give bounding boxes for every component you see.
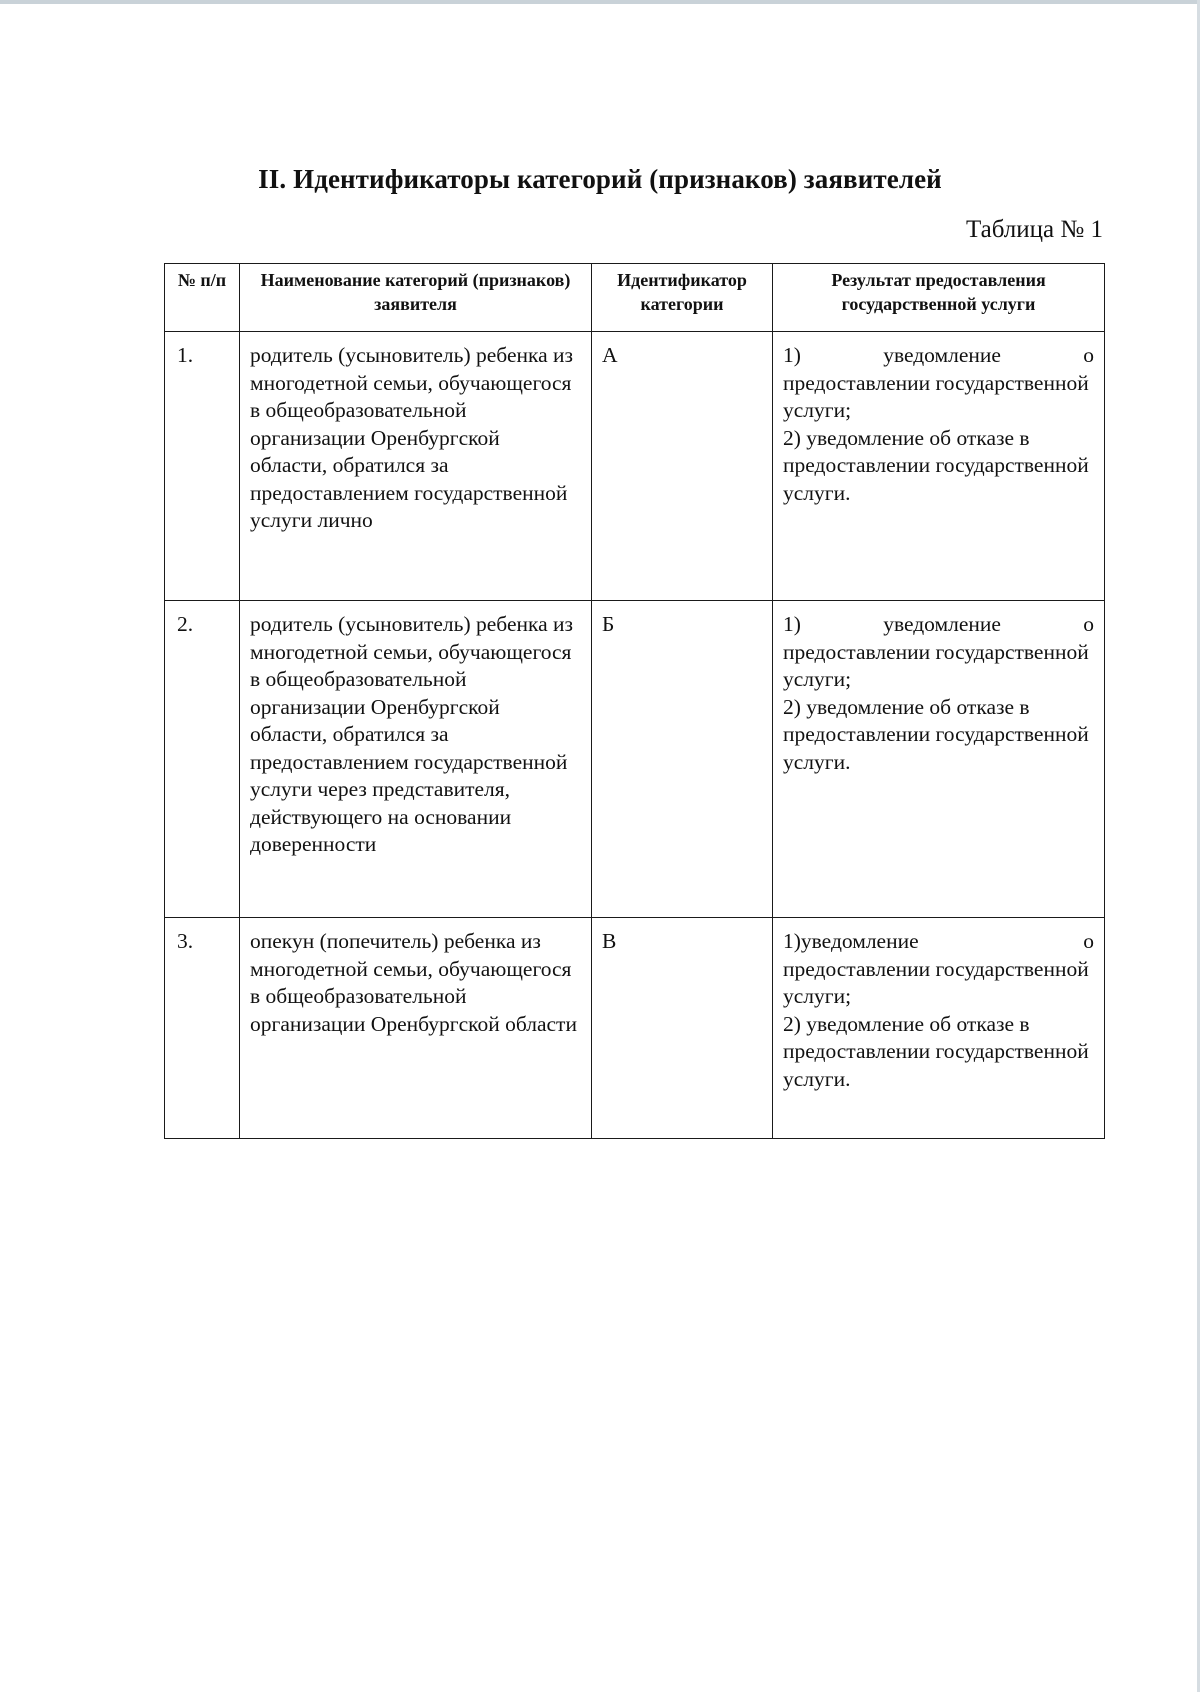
table-header-row (165, 264, 1105, 332)
table-row (165, 918, 1105, 1139)
result-line-1: 1) уведомление о (783, 612, 1094, 636)
row-number: 1. (165, 332, 240, 601)
category-result (773, 918, 1105, 1139)
header-category-name: Наименование категорий (признаков) заявителя (240, 264, 592, 332)
table-row (165, 332, 1105, 601)
scan-edge-top (0, 0, 1200, 4)
category-id: А (592, 332, 773, 601)
row-number: 2. (165, 601, 240, 918)
category-name: опекун (попечитель) ребенка из многодетной семьи, обучающегося в общеобразовательной организации Оренбургской области (240, 918, 592, 1139)
table-caption: Таблица № 1 (965, 216, 1103, 243)
result-line-3: 2) уведомление об отказе в предоставлении государственной услуги. (783, 694, 1089, 774)
result-line-3: 2) уведомление об отказе в предоставлении государственной услуги. (783, 425, 1089, 505)
category-name: родитель (усыновитель) ребенка из многодетной семьи, обучающегося в общеобразовательной организации Оренбургской области, обратился за предоставлением государственной услуги через представителя, действующего на основании доверенности (240, 601, 592, 918)
row-number: 3. (165, 918, 240, 1139)
result-line-2: предоставлении государственной услуги; (783, 956, 1089, 1008)
result-line-2: предоставлении государственной услуги; (783, 370, 1089, 422)
table-row (165, 601, 1105, 918)
result-line-2: предоставлении государственной услуги; (783, 639, 1089, 691)
category-id: В (592, 918, 773, 1139)
category-result (773, 601, 1105, 918)
category-result (773, 332, 1105, 601)
result-line-3: 2) уведомление об отказе в предоставлении государственной услуги. (783, 1011, 1089, 1091)
result-line-1: 1)уведомление о (783, 929, 1094, 953)
header-category-id: Идентификатор категории (592, 264, 773, 332)
result-line-1: 1) уведомление о (783, 343, 1094, 367)
category-name: родитель (усыновитель) ребенка из многодетной семьи, обучающегося в общеобразовательной организации Оренбургской области, обратился за предоставлением государственной услуги лично (240, 332, 592, 601)
page-title: II. Идентификаторы категорий (признаков) заявителей (258, 164, 942, 194)
header-number: № п/п (165, 264, 240, 332)
category-id: Б (592, 601, 773, 918)
header-result: Результат предоставления государственной услуги (773, 264, 1105, 332)
categories-table (164, 263, 1105, 1139)
